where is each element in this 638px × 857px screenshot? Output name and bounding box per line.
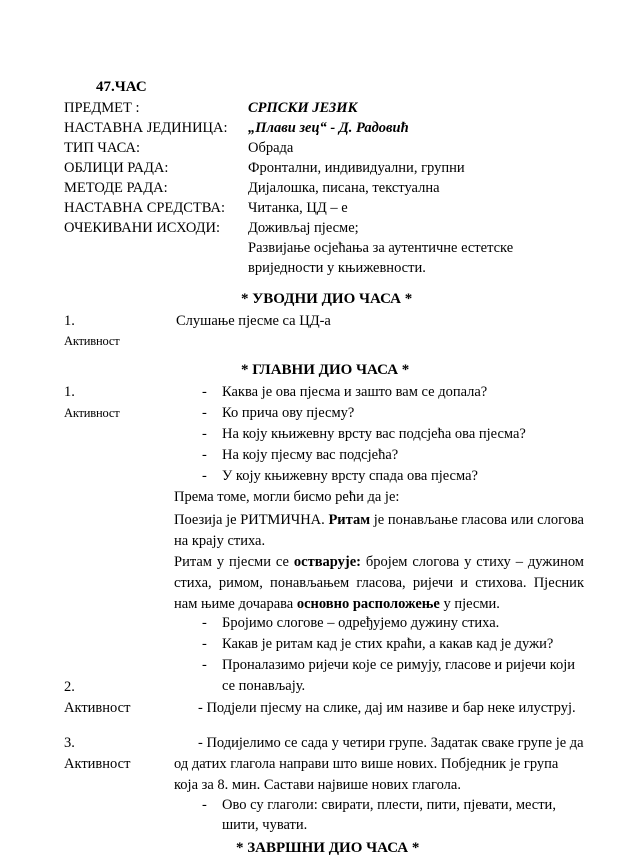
question-item: У коју књижевну врсту спада ова пјесма? [222, 468, 478, 484]
meta-value-methods: Дијалошка, писана, текстуална [248, 180, 440, 196]
bullet: - [202, 636, 207, 652]
bullet: - [202, 447, 207, 463]
bullet: - [202, 468, 207, 484]
main-activity3-label: Активност [64, 756, 131, 772]
intro-heading: * УВОДНИ ДИО ЧАСА * [241, 291, 413, 307]
bullet: - [202, 657, 207, 673]
meta-label-forms: ОБЛИЦИ РАДА: [64, 160, 169, 176]
bullet: - [202, 797, 207, 813]
paragraph-rhythm: Поезија је РИТМИЧНА. Ритам је понављање гласова или слогова на крају стиха. [174, 512, 584, 549]
paragraph-realization: Ритам у пјесми се остварује: бројем слогова у стиху – дужином стиха, римом, понављањем гласова, ријечи и стихова. Пјесник нам њиме дочарава основно расположење у пјесми. [174, 554, 584, 612]
main-activity3-number: 3. [64, 735, 75, 751]
activity3-line: - Подијелимо се сада у четири групе. Задатак сваке групе је да [198, 735, 584, 751]
task-item: Какав је ритам кад је стих краћи, а какав кад је дужи? [222, 636, 554, 652]
meta-label-methods: МЕТОДЕ РАДА: [64, 180, 168, 196]
bullet: - [202, 384, 207, 400]
meta-value-unit: „Плави зец“ - Д. Радовић [248, 120, 409, 136]
main-activity2-number: 2. [64, 679, 75, 695]
lesson-title: 47.ЧАС [96, 79, 147, 95]
verbs-line: Ово су глаголи: свирати, плести, пити, пјевати, мести, [222, 797, 556, 813]
meta-label-outcomes: ОЧЕКИВАНИ ИСХОДИ: [64, 220, 220, 236]
main-activity1-label: Активност [64, 406, 120, 420]
closing-heading: * ЗАВРШНИ ДИО ЧАСА * [236, 840, 420, 856]
meta-label-subject: ПРЕДМЕТ : [64, 100, 140, 116]
activity3-line: од датих глагола направи што више нових. Побједник је група [174, 756, 559, 772]
intro-activity-number: 1. [64, 313, 75, 329]
main-activity2-text: - Подјели пјесму на слике, дај им називе и бар неке илуструј. [198, 700, 576, 716]
main-activity2-label: Активност [64, 700, 131, 716]
meta-label-resources: НАСТАВНА СРЕДСТВА: [64, 200, 226, 216]
intro-activity-label: Активност [64, 334, 120, 348]
verbs-line-2: шити, чувати. [222, 817, 308, 833]
intro-activity-text: Слушање пјесме са ЦД-а [176, 313, 331, 329]
task-item-continuation: се понављају. [222, 678, 306, 694]
question-item: На коју пјесму вас подсјећа? [222, 447, 399, 463]
question-item: На коју књижевну врсту вас подсјећа ова пјесма? [222, 426, 526, 442]
bullet: - [202, 615, 207, 631]
outcomes-line-2: Развијање осјећања за аутентичне естетске [248, 240, 514, 256]
meta-value-resources: Читанка, ЦД – е [248, 200, 348, 216]
task-item: Проналазимо ријечи које се римују, гласове и ријечи који [222, 657, 576, 673]
meta-value-type: Обрада [248, 140, 294, 156]
meta-label-unit: НАСТАВНА ЈЕДИНИЦА: [64, 120, 228, 136]
outcomes-line-3: вриједности у књижевности. [248, 260, 426, 276]
paragraph-intro: Према томе, могли бисмо рећи да је: [174, 489, 400, 505]
question-item: Ко прича ову пјесму? [222, 405, 355, 421]
bullet: - [202, 426, 207, 442]
question-item: Каква је ова пјесма и зашто вам се допала? [222, 384, 488, 400]
task-item: Бројимо слогове – одређујемо дужину стиха. [222, 615, 500, 631]
bullet: - [202, 405, 207, 421]
meta-value-outcomes: Доживљај пјесме; [248, 220, 359, 236]
meta-label-type: ТИП ЧАСА: [64, 140, 141, 156]
main-activity1-number: 1. [64, 384, 75, 400]
meta-value-subject: СРПСКИ ЈЕЗИК [248, 100, 358, 116]
meta-value-forms: Фронтални, индивидуални, групни [248, 160, 465, 176]
main-heading: * ГЛАВНИ ДИО ЧАСА * [241, 362, 410, 378]
activity3-line: која за 8. мин. Састави највише нових глагола. [174, 777, 461, 793]
